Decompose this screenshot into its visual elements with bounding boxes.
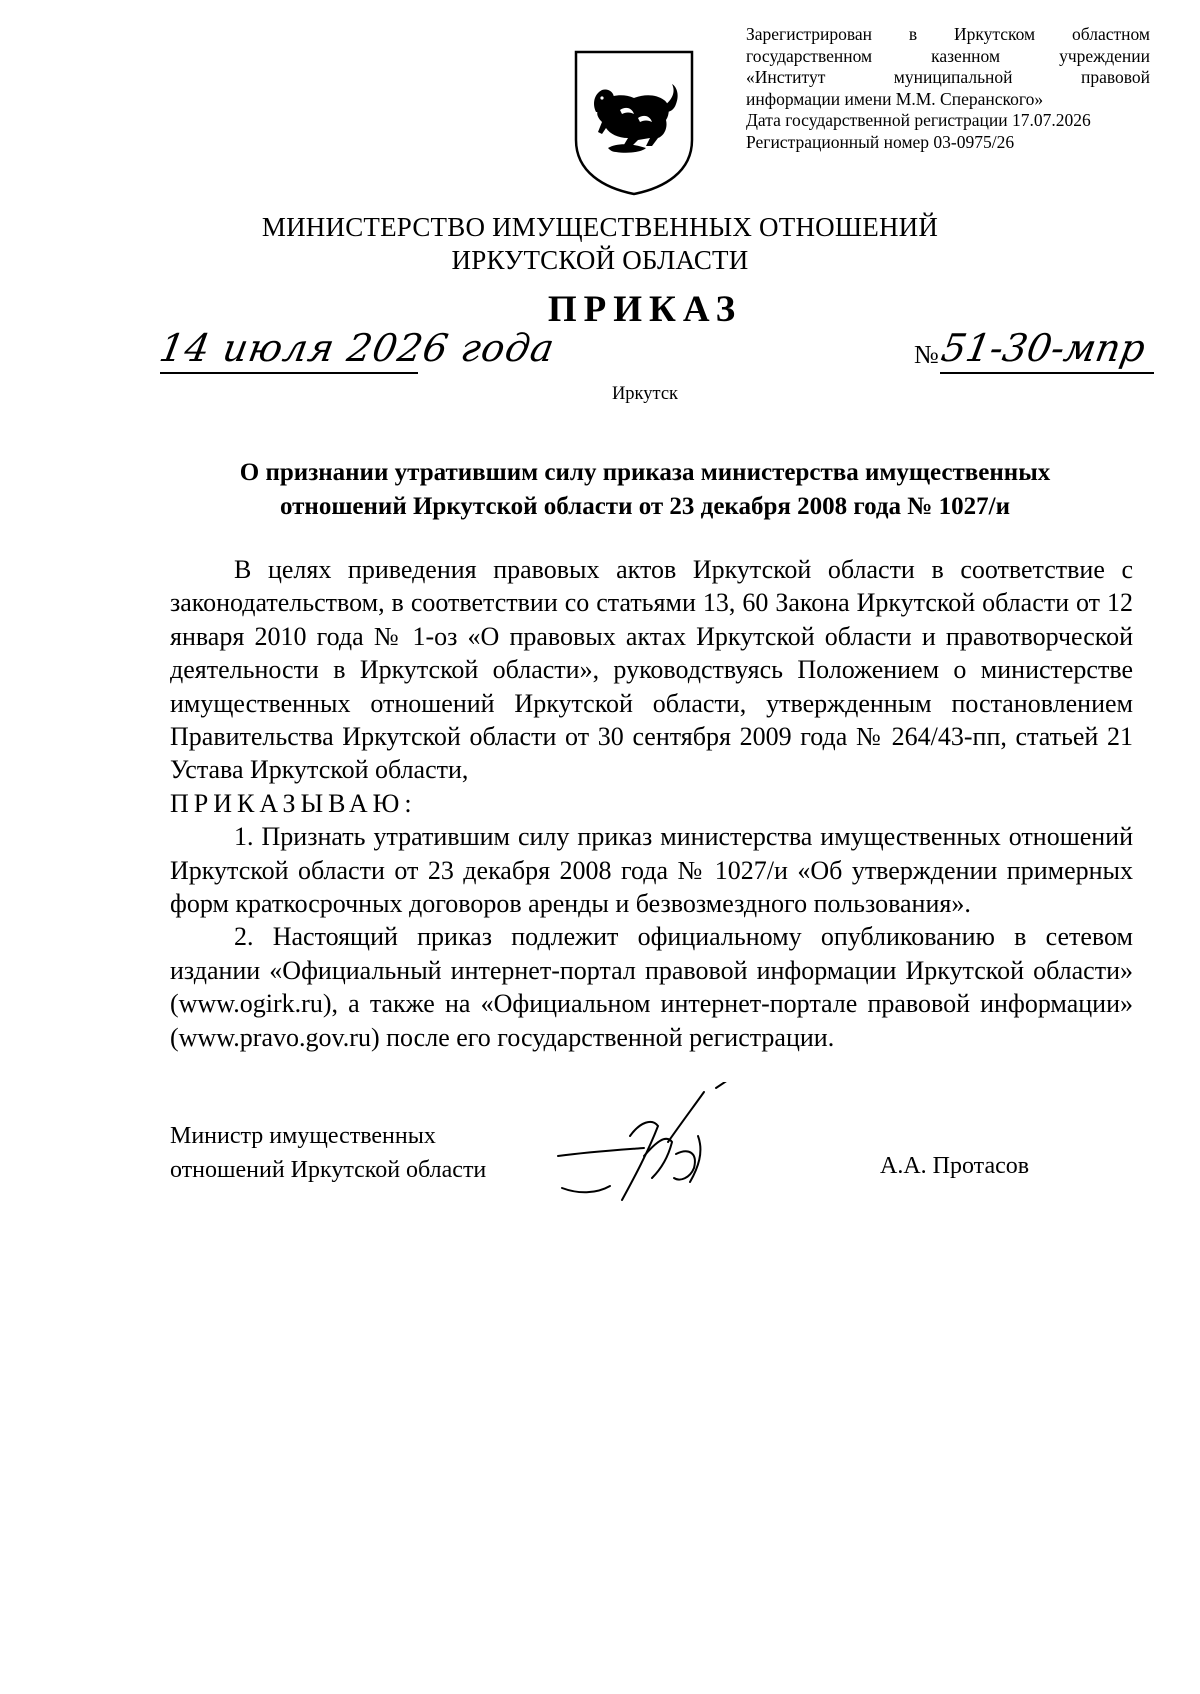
signer-position — [170, 1119, 486, 1187]
registration-line: информации имени М.М. Сперанского» — [746, 88, 1044, 109]
coat-of-arms-icon — [572, 48, 696, 196]
document-number: 51-30-мпр — [938, 326, 1149, 370]
handwritten-signature — [548, 1082, 778, 1222]
registration-line: Зарегистрирован в Иркутском областном — [746, 24, 1150, 44]
document-date: 14 июля 2026 года — [156, 326, 559, 370]
title-line: О признании утратившим силу приказа министерства имущественных — [239, 459, 1051, 486]
document-city: Иркутск — [611, 384, 679, 404]
signer-name: А.А. Протасов — [880, 1153, 1030, 1179]
registration-date: Дата государственной регистрации 17.07.2026 — [746, 110, 1091, 130]
document-body — [170, 553, 1133, 1054]
registration-line: государственном казенном учреждении — [746, 45, 1150, 66]
date-underline — [160, 372, 418, 374]
order-item-2: 2. Настоящий приказ подлежит официальному опубликованию в сетевом издании «Официальный интернет-портал правовой информации Иркутской области» (www.ogirk.ru), а также на «Официальном интернет-портале правовой информации» (www.pravo.gov.ru) после его государственной регистрации. — [170, 922, 1133, 1052]
document-title — [0, 456, 1200, 524]
signer-position-line: отношений Иркутской области — [170, 1157, 487, 1183]
registration-line: «Институт муниципальной правовой — [746, 67, 1150, 87]
registration-stamp — [746, 24, 1150, 153]
ministry-name: МИНИСТЕРСТВО ИМУЩЕСТВЕННЫХ ОТНОШЕНИЙ — [261, 212, 939, 242]
ministry-region: ИРКУТСКОЙ ОБЛАСТИ — [451, 245, 749, 275]
order-word: ПРИКАЗЫВАЮ: — [170, 788, 417, 818]
number-underline — [940, 372, 1154, 374]
title-line: отношений Иркутской области от 23 декабря 2008 года № 1027/и — [279, 493, 1011, 520]
number-label: № — [914, 340, 939, 369]
order-item-1: 1. Признать утратившим силу приказ министерства имущественных отношений Иркутской области от 23 декабря 2008 года № 1027/и «Об утверждении примерных форм краткосрочных договоров аренды и безвозмездного пользования». — [170, 822, 1133, 919]
preamble-paragraph: В целях приведения правовых актов Иркутской области в соответствие с законодательством, в соответствии со статьями 13, 60 Закона Иркутской области от 12 января 2010 года № 1-оз «О правовых актах Иркутской области и правотворческой деятельности в Иркутской области», руководствуясь Положением о министерстве имущественных отношений Иркутской области, утвержденным постановлением Правительства Иркутской области от 30 сентября 2009 года № 264/43-пп, статьей 21 Устава Иркутской области, — [170, 555, 1133, 785]
registration-number: Регистрационный номер 03-0975/26 — [746, 131, 1015, 152]
document-type: ПРИКАЗ — [547, 289, 743, 330]
signer-position-line: Министр имущественных — [170, 1123, 436, 1149]
